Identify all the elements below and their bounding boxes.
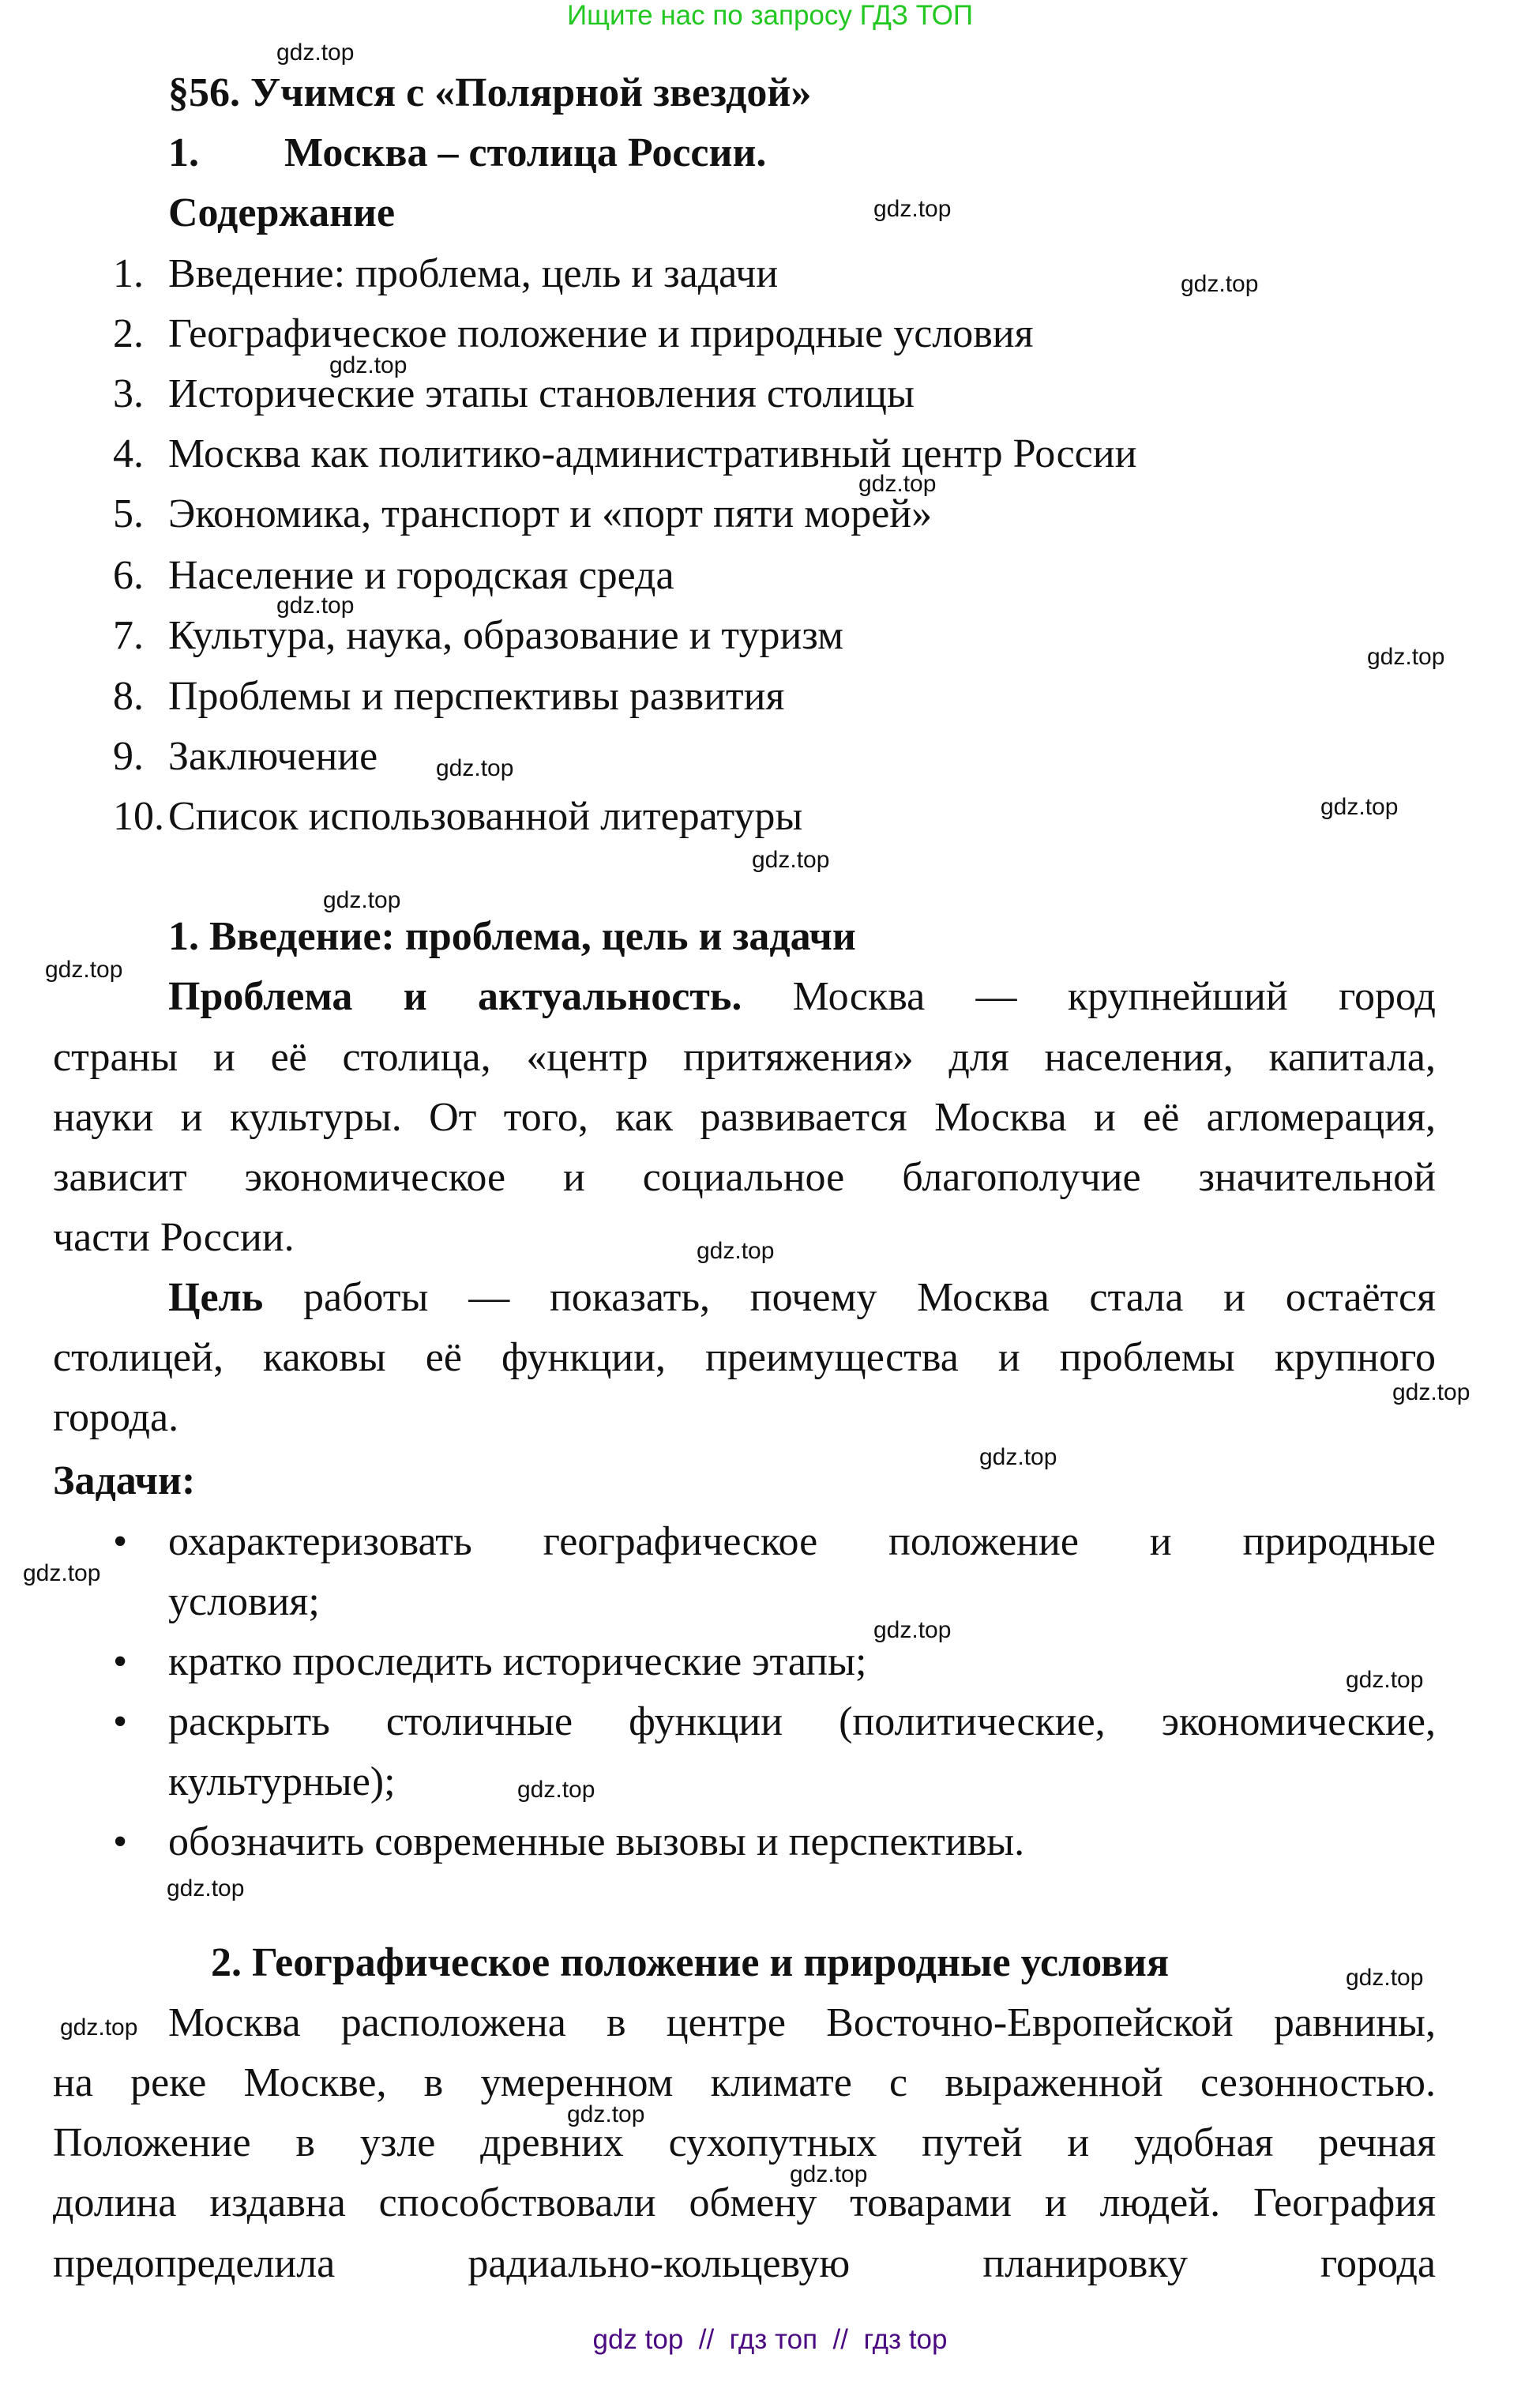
subheading-number: 1. — [168, 130, 199, 175]
watermark: gdz.top — [517, 1777, 595, 1803]
watermark: gdz.top — [752, 847, 830, 873]
watermark: gdz.top — [858, 471, 937, 497]
goal-line: города. — [53, 1395, 179, 1440]
problem-line: страны и её столица, «центр притяжения» для населения, капитала, — [53, 1035, 1436, 1080]
toc-item: Географическое положение и природные условия — [168, 311, 1034, 356]
goal-text: работы — показать, почему Москва стала и остаётся — [263, 1275, 1436, 1320]
toc-item: Экономика, транспорт и «порт пяти морей» — [168, 491, 933, 536]
toc-item: Список использованной литературы — [168, 794, 803, 839]
problem-line: науки и культуры. От того, как развивается Москва и её агломерация, — [53, 1095, 1436, 1140]
problem-line — [168, 967, 1436, 1027]
watermark: gdz.top — [1320, 794, 1399, 820]
problem-label: Проблема и актуальность. — [168, 974, 742, 1019]
toc-item: Москва как политико-административный центр России — [168, 431, 1137, 476]
page-heading: §56. Учимся с «Полярной звездой» — [168, 70, 812, 115]
task-line: раскрыть столичные функции (политические, экономические, — [168, 1699, 1436, 1744]
watermark: gdz.top — [790, 2161, 868, 2187]
watermark: gdz.top — [873, 196, 952, 222]
toc-number: 8. — [113, 674, 144, 719]
toc-number: 6. — [113, 553, 144, 598]
bullet-icon: • — [113, 1519, 128, 1564]
bullet-icon: • — [113, 1819, 128, 1864]
watermark: gdz.top — [45, 957, 123, 983]
watermark: gdz.top — [329, 352, 408, 378]
watermark: gdz.top — [697, 1238, 775, 1264]
watermark: gdz.top — [323, 887, 401, 913]
toc-item: Проблемы и перспективы развития — [168, 674, 785, 719]
task-line: охарактеризовать географическое положение и природные — [168, 1519, 1436, 1564]
watermark: gdz.top — [436, 755, 514, 781]
search-banner: Ищите нас по запросу ГДЗ ТОП — [567, 0, 973, 31]
watermark: gdz.top — [276, 39, 355, 66]
goal-label: Цель — [168, 1275, 264, 1320]
tasks-title: Задачи: — [53, 1458, 196, 1503]
task-line: условия; — [168, 1579, 320, 1624]
watermark: gdz.top — [23, 1560, 101, 1586]
toc-number: 9. — [113, 734, 144, 779]
toc-number: 5. — [113, 491, 144, 536]
section2-line: Положение в узле древних сухопутных путей и удобная речная — [53, 2120, 1436, 2165]
watermark: gdz.top — [1367, 644, 1445, 670]
toc-number: 7. — [113, 613, 144, 658]
toc-number: 1. — [113, 251, 144, 296]
task-line: культурные); — [168, 1759, 396, 1804]
watermark: gdz.top — [60, 2014, 138, 2041]
section2-title: 2. Географическое положение и природные условия — [211, 1940, 1170, 1985]
contents-title: Содержание — [168, 190, 396, 235]
toc-item: Население и городская среда — [168, 553, 674, 598]
watermark: gdz.top — [1181, 271, 1259, 297]
watermark: gdz.top — [1346, 1667, 1424, 1693]
footer-watermark: gdz top // гдз топ // гдз top — [592, 2324, 948, 2355]
toc-item: Введение: проблема, цель и задачи — [168, 251, 779, 296]
goal-line — [168, 1268, 1436, 1328]
section2-line: Москва расположена в центре Восточно-Европейской равнины, — [168, 2000, 1436, 2045]
problem-line: части России. — [53, 1215, 295, 1260]
toc-number: 3. — [113, 371, 144, 416]
subheading-text: Москва – столица России. — [284, 130, 767, 175]
problem-text: Москва — крупнейший город — [742, 974, 1436, 1019]
toc-number: 2. — [113, 311, 144, 356]
bullet-icon: • — [113, 1699, 128, 1744]
toc-item: Культура, наука, образование и туризм — [168, 613, 843, 658]
section1-title: 1. Введение: проблема, цель и задачи — [168, 914, 856, 959]
section2-line: на реке Москве, в умеренном климате с выраженной сезонностью. — [53, 2060, 1436, 2105]
task-line: обозначить современные вызовы и перспективы. — [168, 1819, 1025, 1864]
section2-line: предопределила радиально-кольцевую планировку города — [53, 2241, 1436, 2286]
goal-line: столицей, каковы её функции, преимущества и проблемы крупного — [53, 1335, 1436, 1380]
section2-line: долина издавна способствовали обмену товарами и людей. География — [53, 2180, 1436, 2225]
watermark: gdz.top — [979, 1444, 1057, 1470]
toc-item: Исторические этапы становления столицы — [168, 371, 915, 416]
watermark: gdz.top — [567, 2101, 645, 2127]
watermark: gdz.top — [1346, 1965, 1424, 1991]
toc-item: Заключение — [168, 734, 378, 779]
watermark: gdz.top — [1392, 1379, 1471, 1405]
problem-line: зависит экономическое и социальное благополучие значительной — [53, 1155, 1436, 1200]
toc-number: 10. — [113, 794, 164, 839]
task-line: кратко проследить исторические этапы; — [168, 1639, 867, 1684]
watermark: gdz.top — [873, 1617, 952, 1643]
watermark: gdz.top — [167, 1875, 245, 1901]
watermark: gdz.top — [276, 592, 355, 619]
bullet-icon: • — [113, 1639, 128, 1684]
toc-number: 4. — [113, 431, 144, 476]
